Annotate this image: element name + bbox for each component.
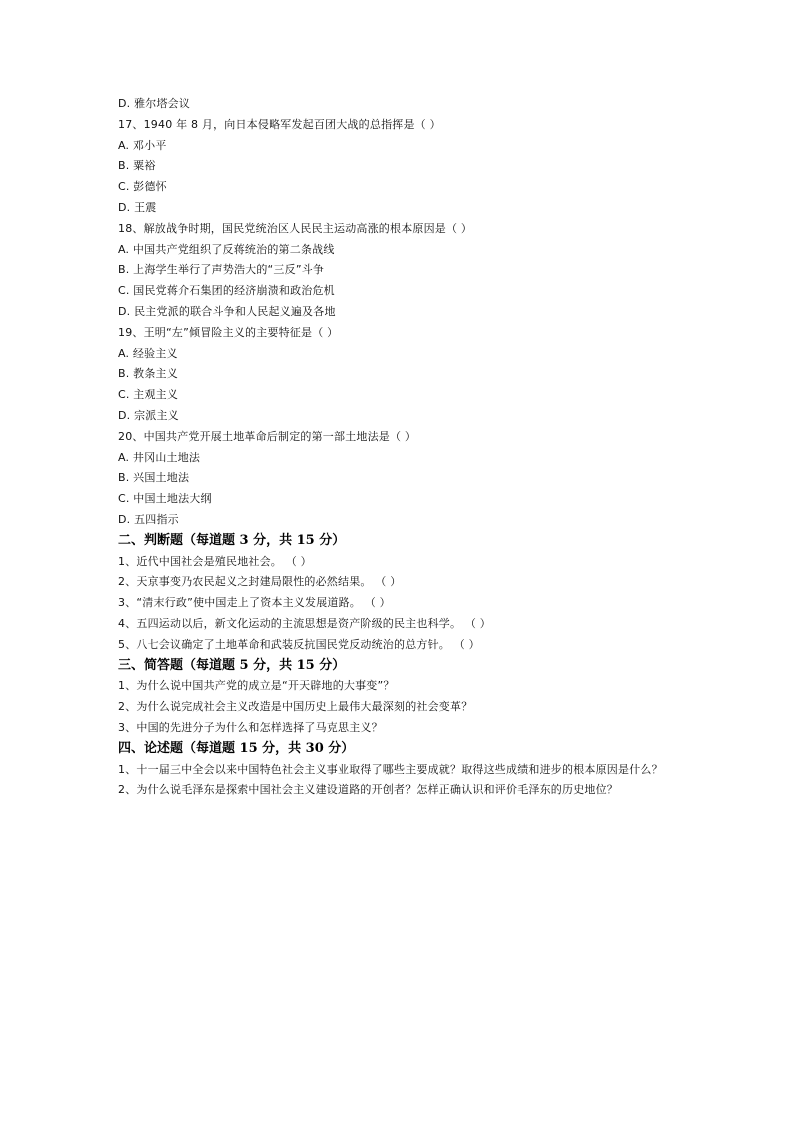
question-19: 19、王明“左”倾冒险主义的主要特征是（ ） xyxy=(118,325,339,339)
question-17: 17、1940 年 8 月，向日本侵略军发起百团大战的总指挥是（ ） xyxy=(118,117,441,131)
question-18: 18、解放战争时期，国民党统治区人民民主运动高涨的根本原因是（ ） xyxy=(118,221,473,235)
option-17-a: A. 邓小平 xyxy=(118,138,167,152)
option-20-d: D. 五四指示 xyxy=(118,512,179,526)
option-17-d: D. 王震 xyxy=(118,200,157,214)
option-18-d: D. 民主党派的联合斗争和人民起义遍及各地 xyxy=(118,304,336,318)
option-19-b: B. 教条主义 xyxy=(118,367,178,381)
option-19-d: D. 宗派主义 xyxy=(118,408,179,422)
true-false-item-2: 2、天京事变乃农民起义之封建局限性的必然结果。 （ ） xyxy=(118,575,402,589)
true-false-item-5: 5、八七会议确定了土地革命和武装反抗国民党反动统治的总方针。 （ ） xyxy=(118,637,480,651)
section-heading-short-answer: 三、简答题（每道题 5 分，共 15 分） xyxy=(118,657,346,673)
option-20-c: C. 中国土地法大纲 xyxy=(118,492,212,506)
question-20: 20、中国共产党开展土地革命后制定的第一部土地法是（ ） xyxy=(118,429,417,443)
option-17-c: C. 彭德怀 xyxy=(118,180,167,194)
true-false-item-3: 3、“清末行政”使中国走上了资本主义发展道路。 （ ） xyxy=(118,596,391,610)
option-20-a: A. 井冈山土地法 xyxy=(118,450,201,464)
short-answer-item-2: 2、为什么说完成社会主义改造是中国历史上最伟大最深刻的社会变革？ xyxy=(118,700,473,714)
exam-page xyxy=(118,94,678,801)
short-answer-item-3: 3、中国的先进分子为什么和怎样选择了马克思主义？ xyxy=(118,720,383,734)
short-answer-item-1: 1、为什么说中国共产党的成立是“开天辟地的大事变”？ xyxy=(118,679,395,693)
essay-item-1: 1、十一届三中全会以来中国特色社会主义事业取得了哪些主要成就？取得这些成绩和进步的根本原因是什么？ xyxy=(118,762,663,776)
option-19-c: C. 主观主义 xyxy=(118,388,179,402)
essay-item-2: 2、为什么说毛泽东是探索中国社会主义建设道路的开创者？怎样正确认识和评价毛泽东的历史地位？ xyxy=(118,783,618,797)
section-heading-true-false: 二、判断题（每道题 3 分，共 15 分） xyxy=(118,532,346,548)
section-heading-essay: 四、论述题（每道题 15 分，共 30 分） xyxy=(118,740,355,756)
option-18-c: C. 国民党蒋介石集团的经济崩溃和政治危机 xyxy=(118,284,335,298)
option-16-d: D. 雅尔塔会议 xyxy=(118,97,191,110)
option-17-b: B. 粟裕 xyxy=(118,159,156,173)
true-false-item-1: 1、近代中国社会是殖民地社会。 （ ） xyxy=(118,554,312,568)
option-19-a: A. 经验主义 xyxy=(118,346,178,360)
option-18-b: B. 上海学生举行了声势浩大的“三反”斗争 xyxy=(118,263,325,277)
option-20-b: B. 兴国土地法 xyxy=(118,471,190,485)
true-false-item-4: 4、五四运动以后，新文化运动的主流思想是资产阶级的民主也科学。 （ ） xyxy=(118,616,491,630)
option-18-a: A. 中国共产党组织了反蒋统治的第二条战线 xyxy=(118,242,335,256)
